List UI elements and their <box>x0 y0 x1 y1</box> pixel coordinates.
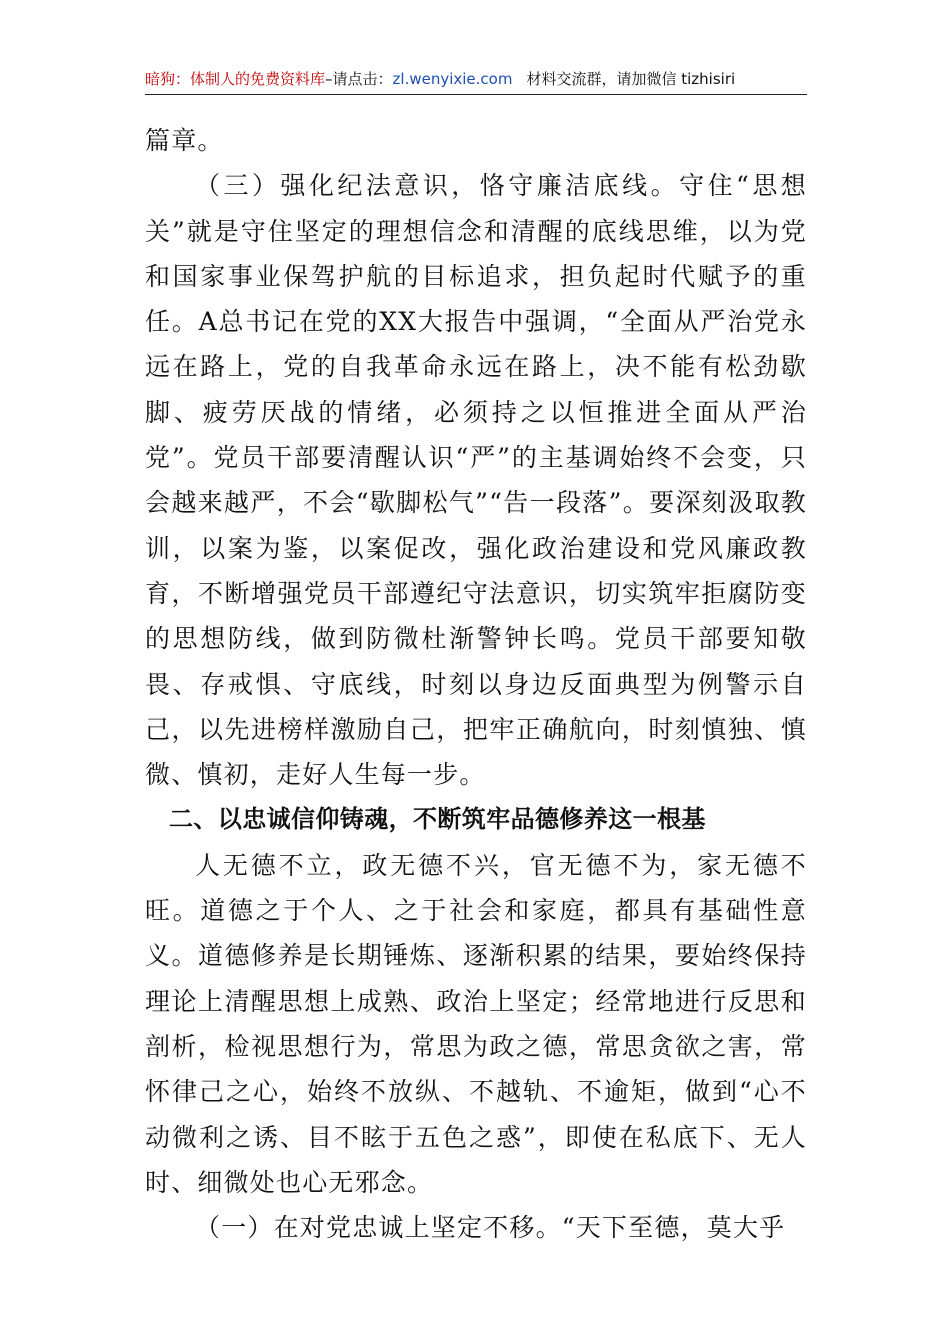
paragraph-morality: 人无德不立，政无德不兴，官无德不为，家无德不旺。道德之于个人、之于社会和家庭，都具有基础性意义。道德修养是长期锤炼、逐渐积累的结果，要始终保持理论上清醒思想上成熟、政治上坚定；经常地进行反思和剖析，检视思想行为，常思为政之德，常思贪欲之害，常怀律己之心，始终不放纵、不越轨、不逾矩，做到“心不动微利之诱、目不眩于五色之惑”，即使在私底下、无人时、细微处也心无邪念。 <box>145 850 807 1197</box>
header-link[interactable]: zl.wenyixie.com <box>392 70 513 88</box>
paragraph-section-3: （三）强化纪法意识，恪守廉洁底线。守住“思想关”就是守住坚定的理想信念和清醒的底线思维，以为党和国家事业保驾护航的目标追求，担负起时代赋予的重任。A总书记在党的XX大报告中强调，“全面从严治党永远在路上，党的自我革命永远在路上，决不能有松劲歇脚、疲劳厌战的情绪，必须持之以恒推进全面从严治党”。党员干部要清醒认识“严”的主基调始终不会变，只会越来越严，不会“歇脚松气”“告一段落”。要深刻汲取教训，以案为鉴，以案促改，强化政治建设和党风廉政教育，不断增强党员干部遵纪守法意识，切实筑牢拒腐防变的思想防线，做到防微杜渐警钟长鸣。党员干部要知敬畏、存戒惧、守底线，时刻以身边反面典型为例警示自己，以先进榜样激励自己，把牢正确航向，时刻慎独、慎微、慎初，走好人生每一步。 <box>145 171 807 790</box>
header-brand: 暗狗：体制人的免费资料库 <box>145 70 326 88</box>
paragraph-subsection-1: （一）在对党忠诚上坚定不移。“天下至德，莫大乎 <box>195 1213 786 1243</box>
page-header <box>145 66 807 95</box>
header-separator: –请点击： <box>325 70 393 88</box>
document-body <box>145 118 807 1250</box>
paragraph-continuation: 篇章。 <box>145 126 224 155</box>
section-heading-2: 二、以忠诚信仰铸魂，不断筑牢品德修养这一根基 <box>169 805 706 834</box>
header-note: 材料交流群，请加微信 tizhisiri <box>526 70 736 88</box>
